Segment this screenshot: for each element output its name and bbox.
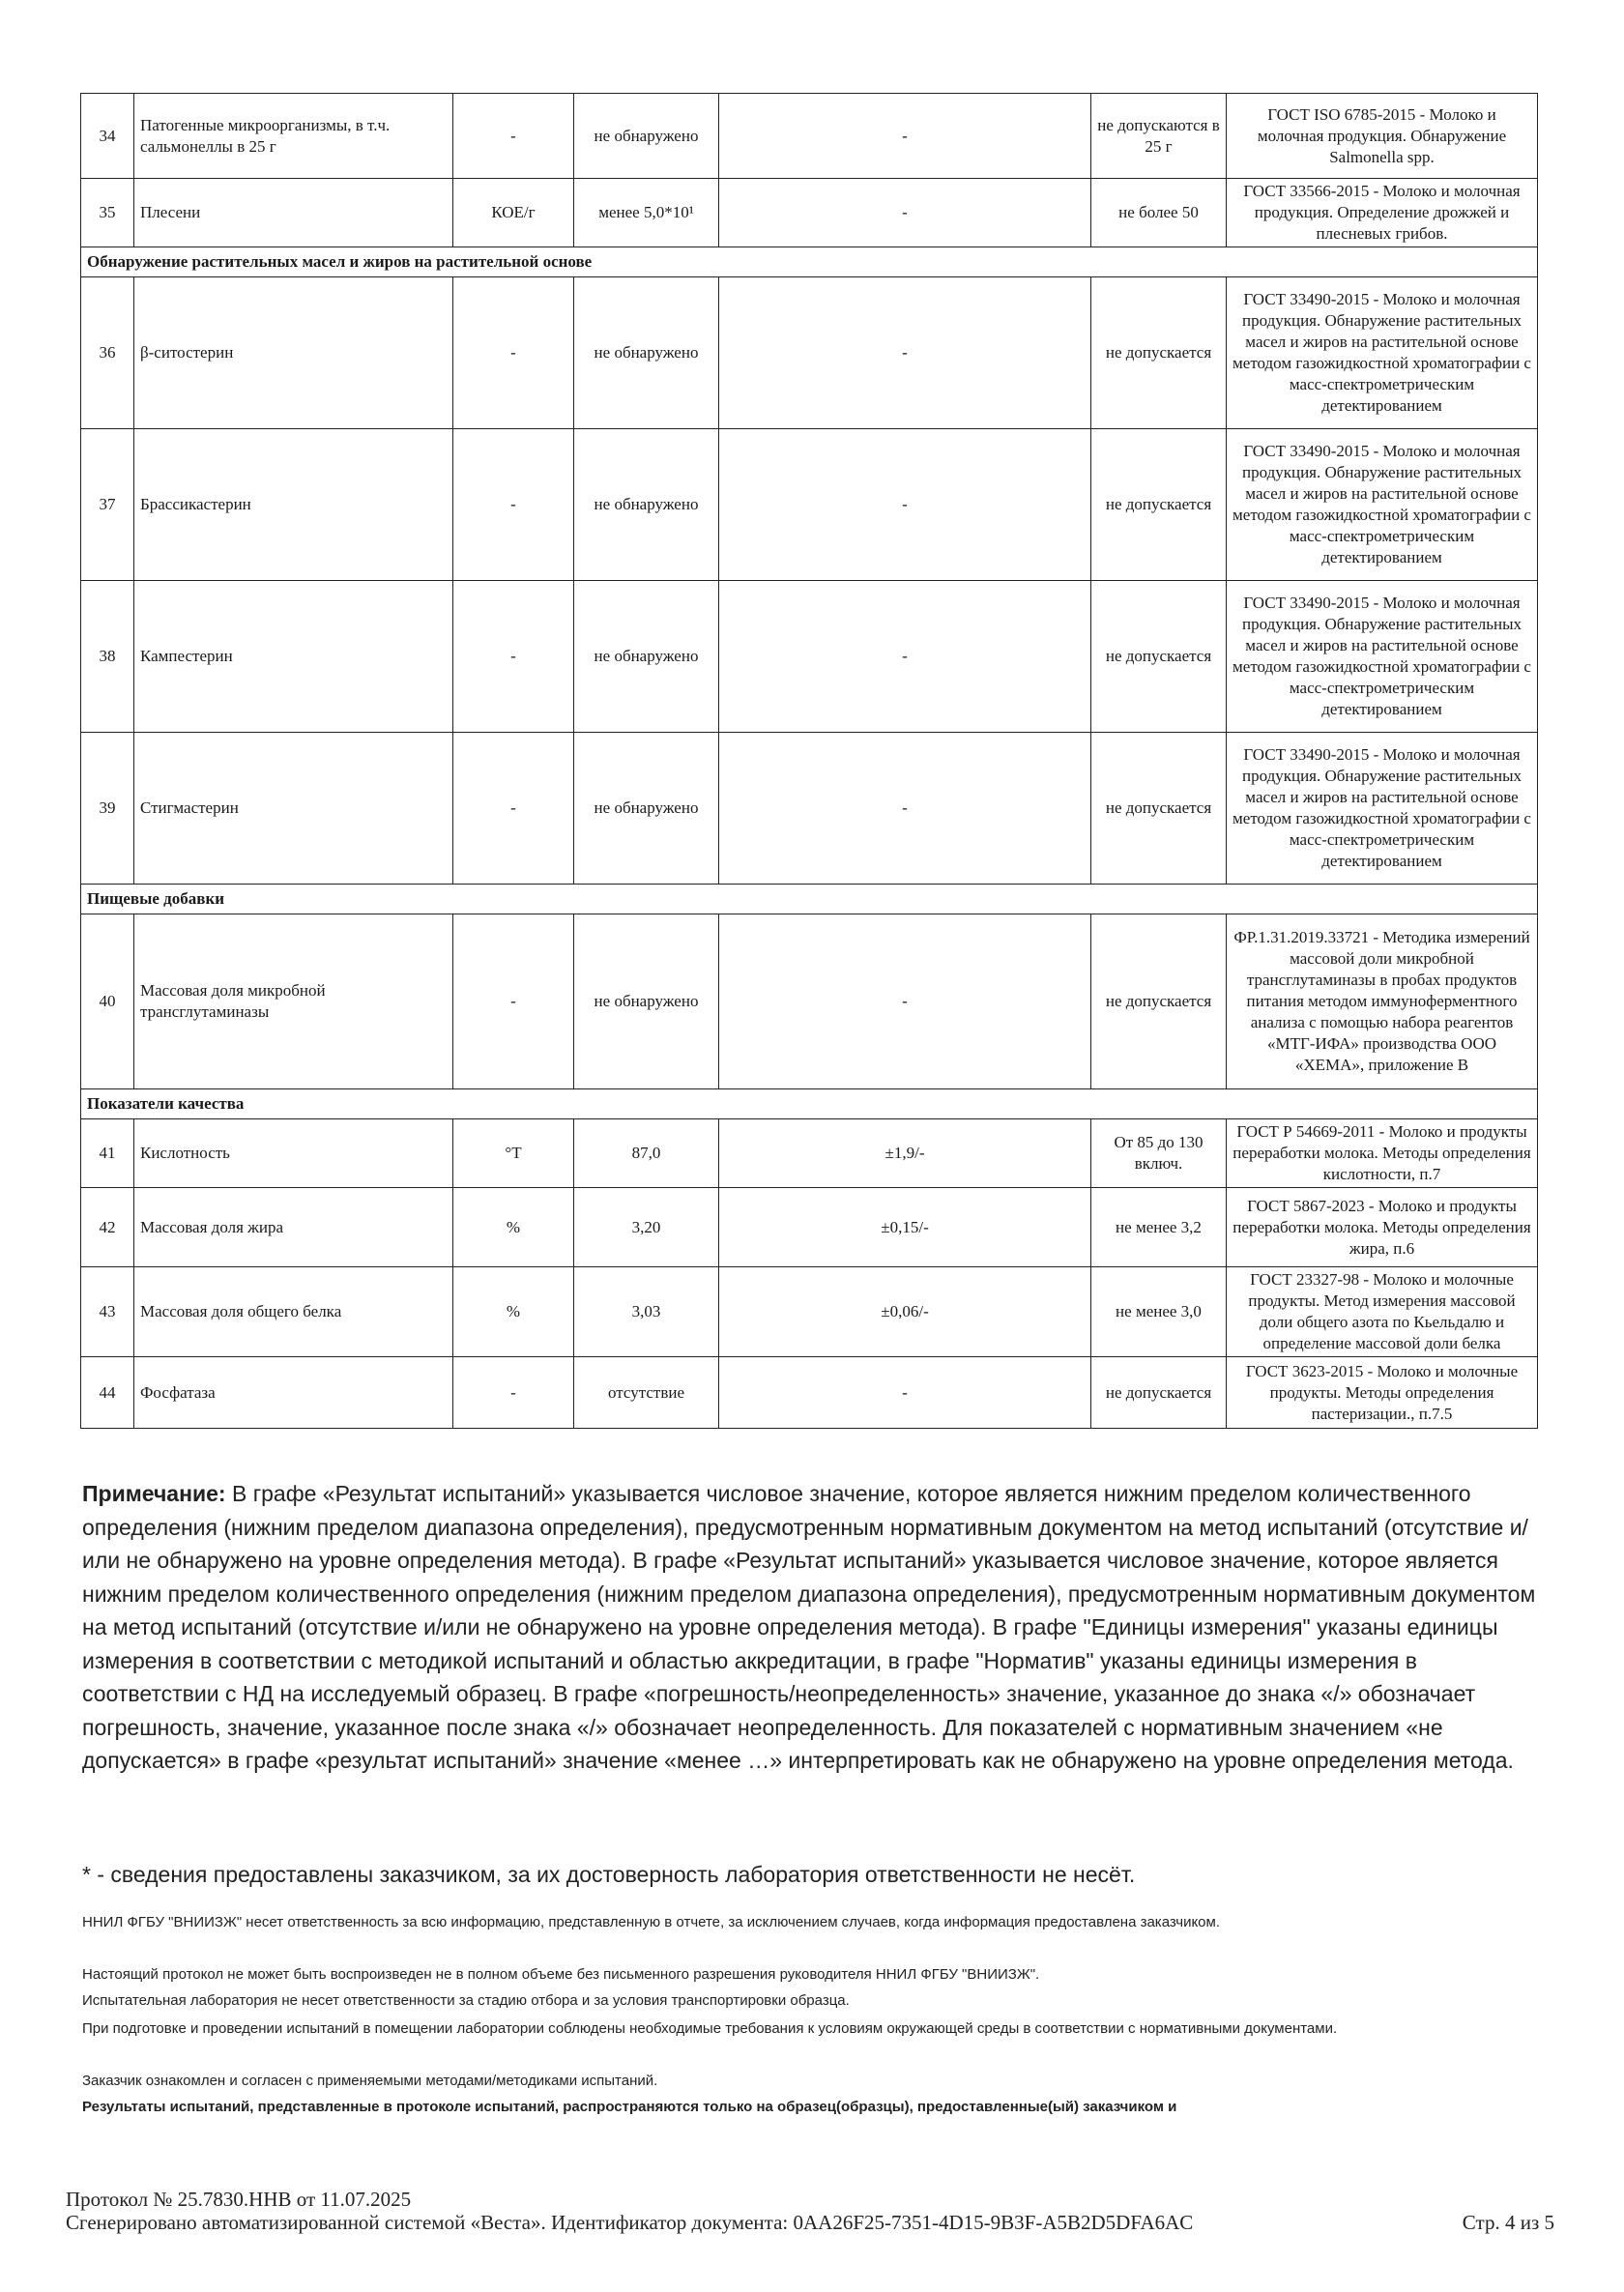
- cell-uncertainty: ±0,06/-: [719, 1267, 1091, 1357]
- results-table: [80, 93, 1538, 1429]
- cell-uncertainty: -: [719, 914, 1091, 1089]
- cell-norm: От 85 до 130 включ.: [1091, 1119, 1227, 1188]
- disclaimer-sampling: Испытательная лаборатория не несет ответственности за стадию отбора и за условия транспортировки образца.: [82, 1992, 850, 2009]
- cell-unit: -: [453, 581, 574, 733]
- cell-unit: -: [453, 914, 574, 1089]
- table-row: [81, 1267, 1538, 1357]
- cell-result: отсутствие: [574, 1357, 719, 1429]
- cell-indicator-name: Массовая доля микробной трансглутаминазы: [134, 914, 453, 1089]
- cell-row-number: 43: [81, 1267, 134, 1357]
- cell-result: 3,20: [574, 1188, 719, 1267]
- cell-row-number: 40: [81, 914, 134, 1089]
- cell-indicator-name: Брассикастерин: [134, 429, 453, 581]
- cell-indicator-name: Массовая доля жира: [134, 1188, 453, 1267]
- cell-unit: КОЕ/г: [453, 179, 574, 247]
- cell-uncertainty: -: [719, 733, 1091, 885]
- note-text: В графе «Результат испытаний» указывается числовое значение, которое является нижним пределом количественного определения (нижним пределом диапазона определения), предусмотренным нормативным документом на метод испытаний (отсутствие и/или не обнаружено на уровне определения метода). В графе «Результат испытаний» указывается числовое значение, которое является нижним пределом количественного определения (нижним пределом диапазона определения), предусмотренным нормативным документом на метод испытаний (отсутствие и/или не обнаружено на уровне определения метода). В графе "Единицы измерения" указаны единицы измерения в соответствии с методикой испытаний и областью аккредитации, в графе "Норматив" указаны единицы измерения в соответствии с НД на исследуемый образец. В графе «погрешность/неопределенность» значение, указанное до знака «/» обозначает погрешность, значение, указанное после знака «/» обозначает неопределенность. Для показателей с нормативным значением «не допускается» в графе «результат испытаний» значение «менее …» интерпретировать как не обнаружено на уровне определения метода.: [82, 1481, 1536, 1773]
- cell-test-method: ГОСТ 3623-2015 - Молоко и молочные продукты. Методы определения пастеризации., п.7.5: [1227, 1357, 1538, 1429]
- cell-row-number: 37: [81, 429, 134, 581]
- cell-indicator-name: Кислотность: [134, 1119, 453, 1188]
- cell-norm: не допускается: [1091, 581, 1227, 733]
- section-row: [81, 1089, 1538, 1119]
- table-row: [81, 733, 1538, 885]
- note-label: Примечание:: [82, 1481, 226, 1506]
- cell-test-method: ФР.1.31.2019.33721 - Методика измерений массовой доли микробной трансглутаминазы в пробах продуктов питания методом иммуноферментного анализа с помощью набора реагентов «МТГ-ИФА» производства ООО «ХЕМА», приложение В: [1227, 914, 1538, 1089]
- table-row: [81, 1357, 1538, 1429]
- cell-test-method: ГОСТ ISO 6785-2015 - Молоко и молочная продукция. Обнаружение Salmonella spp.: [1227, 94, 1538, 179]
- table-row: [81, 1188, 1538, 1267]
- cell-uncertainty: -: [719, 429, 1091, 581]
- cell-unit: -: [453, 94, 574, 179]
- cell-norm: не более 50: [1091, 179, 1227, 247]
- disclaimer-responsibility: ННИЛ ФГБУ "ВНИИЗЖ" несет ответственность за всю информацию, представленную в отчете, за исключением случаев, когда информация предоставлена заказчиком.: [82, 1914, 1221, 1930]
- table-row: [81, 429, 1538, 581]
- cell-test-method: ГОСТ 33490-2015 - Молоко и молочная продукция. Обнаружение растительных масел и жиров на растительной основе методом газожидкостной хроматографии с масс-спектрометрическим детектированием: [1227, 733, 1538, 885]
- cell-unit: -: [453, 429, 574, 581]
- cell-indicator-name: Фосфатаза: [134, 1357, 453, 1429]
- cell-unit: %: [453, 1188, 574, 1267]
- cell-result: менее 5,0*10¹: [574, 179, 719, 247]
- cell-unit: -: [453, 733, 574, 885]
- cell-indicator-name: Плесени: [134, 179, 453, 247]
- cell-test-method: ГОСТ Р 54669-2011 - Молоко и продукты переработки молока. Методы определения кислотности, п.7: [1227, 1119, 1538, 1188]
- footer-page-number: Стр. 4 из 5: [1462, 2211, 1554, 2234]
- asterisk-note: * - сведения предоставлены заказчиком, за их достоверность лаборатория ответственности не несёт.: [82, 1862, 1136, 1887]
- footer-generated-line: [66, 2211, 1554, 2234]
- footer-protocol: Протокол № 25.7830.ННВ от 11.07.2025: [66, 2188, 412, 2211]
- cell-norm: не допускаются в 25 г: [1091, 94, 1227, 179]
- cell-indicator-name: Массовая доля общего белка: [134, 1267, 453, 1357]
- cell-result: 87,0: [574, 1119, 719, 1188]
- section-title: Показатели качества: [81, 1089, 1538, 1119]
- table-row: [81, 277, 1538, 429]
- cell-row-number: 41: [81, 1119, 134, 1188]
- cell-indicator-name: Патогенные микроорганизмы, в т.ч. сальмонеллы в 25 г: [134, 94, 453, 179]
- cell-test-method: ГОСТ 33490-2015 - Молоко и молочная продукция. Обнаружение растительных масел и жиров на растительной основе методом газожидкостной хроматографии с масс-спектрометрическим детектированием: [1227, 277, 1538, 429]
- table-row: [81, 914, 1538, 1089]
- cell-result: не обнаружено: [574, 581, 719, 733]
- cell-result: 3,03: [574, 1267, 719, 1357]
- cell-result: не обнаружено: [574, 914, 719, 1089]
- cell-uncertainty: -: [719, 1357, 1091, 1429]
- cell-row-number: 42: [81, 1188, 134, 1267]
- cell-indicator-name: β-ситостерин: [134, 277, 453, 429]
- section-title: Пищевые добавки: [81, 885, 1538, 914]
- cell-test-method: ГОСТ 33490-2015 - Молоко и молочная продукция. Обнаружение растительных масел и жиров на растительной основе методом газожидкостной хроматографии с масс-спектрометрическим детектированием: [1227, 581, 1538, 733]
- disclaimer-methods: Заказчик ознакомлен и согласен с применяемыми методами/методиками испытаний.: [82, 2073, 658, 2089]
- cell-uncertainty: -: [719, 94, 1091, 179]
- cell-row-number: 34: [81, 94, 134, 179]
- cell-test-method: ГОСТ 33566-2015 - Молоко и молочная продукция. Определение дрожжей и плесневых грибов.: [1227, 179, 1538, 247]
- cell-result: не обнаружено: [574, 277, 719, 429]
- cell-test-method: ГОСТ 23327-98 - Молоко и молочные продукты. Метод измерения массовой доли общего азота по Кьельдалю и определение массовой доли белка: [1227, 1267, 1538, 1357]
- section-row: [81, 885, 1538, 914]
- cell-norm: не допускается: [1091, 733, 1227, 885]
- table-row: [81, 179, 1538, 247]
- cell-uncertainty: -: [719, 581, 1091, 733]
- disclaimer-reproduction: Настоящий протокол не может быть воспроизведен не в полном объеме без письменного разрешения руководителя ННИЛ ФГБУ "ВНИИЗЖ".: [82, 1966, 1040, 1983]
- cell-result: не обнаружено: [574, 733, 719, 885]
- cell-norm: не допускается: [1091, 277, 1227, 429]
- cell-result: не обнаружено: [574, 94, 719, 179]
- section-row: [81, 247, 1538, 277]
- results-table-body: [81, 94, 1538, 1429]
- cell-norm: не менее 3,0: [1091, 1267, 1227, 1357]
- cell-uncertainty: ±0,15/-: [719, 1188, 1091, 1267]
- cell-row-number: 39: [81, 733, 134, 885]
- section-title: Обнаружение растительных масел и жиров на растительной основе: [81, 247, 1538, 277]
- cell-unit: °Т: [453, 1119, 574, 1188]
- cell-norm: не менее 3,2: [1091, 1188, 1227, 1267]
- disclaimer-results-scope: Результаты испытаний, представленные в протоколе испытаний, распространяются только на образец(образцы), предоставленные(ый) заказчиком и: [82, 2099, 1177, 2115]
- cell-row-number: 36: [81, 277, 134, 429]
- table-row: [81, 94, 1538, 179]
- cell-uncertainty: -: [719, 179, 1091, 247]
- cell-row-number: 35: [81, 179, 134, 247]
- table-row: [81, 581, 1538, 733]
- cell-unit: -: [453, 1357, 574, 1429]
- cell-uncertainty: -: [719, 277, 1091, 429]
- cell-uncertainty: ±1,9/-: [719, 1119, 1091, 1188]
- table-row: [81, 1119, 1538, 1188]
- cell-result: не обнаружено: [574, 429, 719, 581]
- note-paragraph: [82, 1477, 1542, 1778]
- cell-test-method: ГОСТ 33490-2015 - Молоко и молочная продукция. Обнаружение растительных масел и жиров на растительной основе методом газожидкостной хроматографии с масс-спектрометрическим детектированием: [1227, 429, 1538, 581]
- disclaimer-conditions: При подготовке и проведении испытаний в помещении лаборатории соблюдены необходимые требования к условиям окружающей среды в соответствии с нормативными документами.: [82, 2020, 1338, 2037]
- footer-generated: Сгенерировано автоматизированной системой «Веста». Идентификатор документа: 0AA26F25-7351-4D15-9B3F-A5B2D5DFA6AC: [66, 2211, 1194, 2234]
- cell-test-method: ГОСТ 5867-2023 - Молоко и продукты переработки молока. Методы определения жира, п.6: [1227, 1188, 1538, 1267]
- cell-indicator-name: Кампестерин: [134, 581, 453, 733]
- cell-indicator-name: Стигмастерин: [134, 733, 453, 885]
- cell-unit: -: [453, 277, 574, 429]
- cell-norm: не допускается: [1091, 429, 1227, 581]
- cell-norm: не допускается: [1091, 1357, 1227, 1429]
- cell-row-number: 44: [81, 1357, 134, 1429]
- cell-row-number: 38: [81, 581, 134, 733]
- cell-unit: %: [453, 1267, 574, 1357]
- cell-norm: не допускается: [1091, 914, 1227, 1089]
